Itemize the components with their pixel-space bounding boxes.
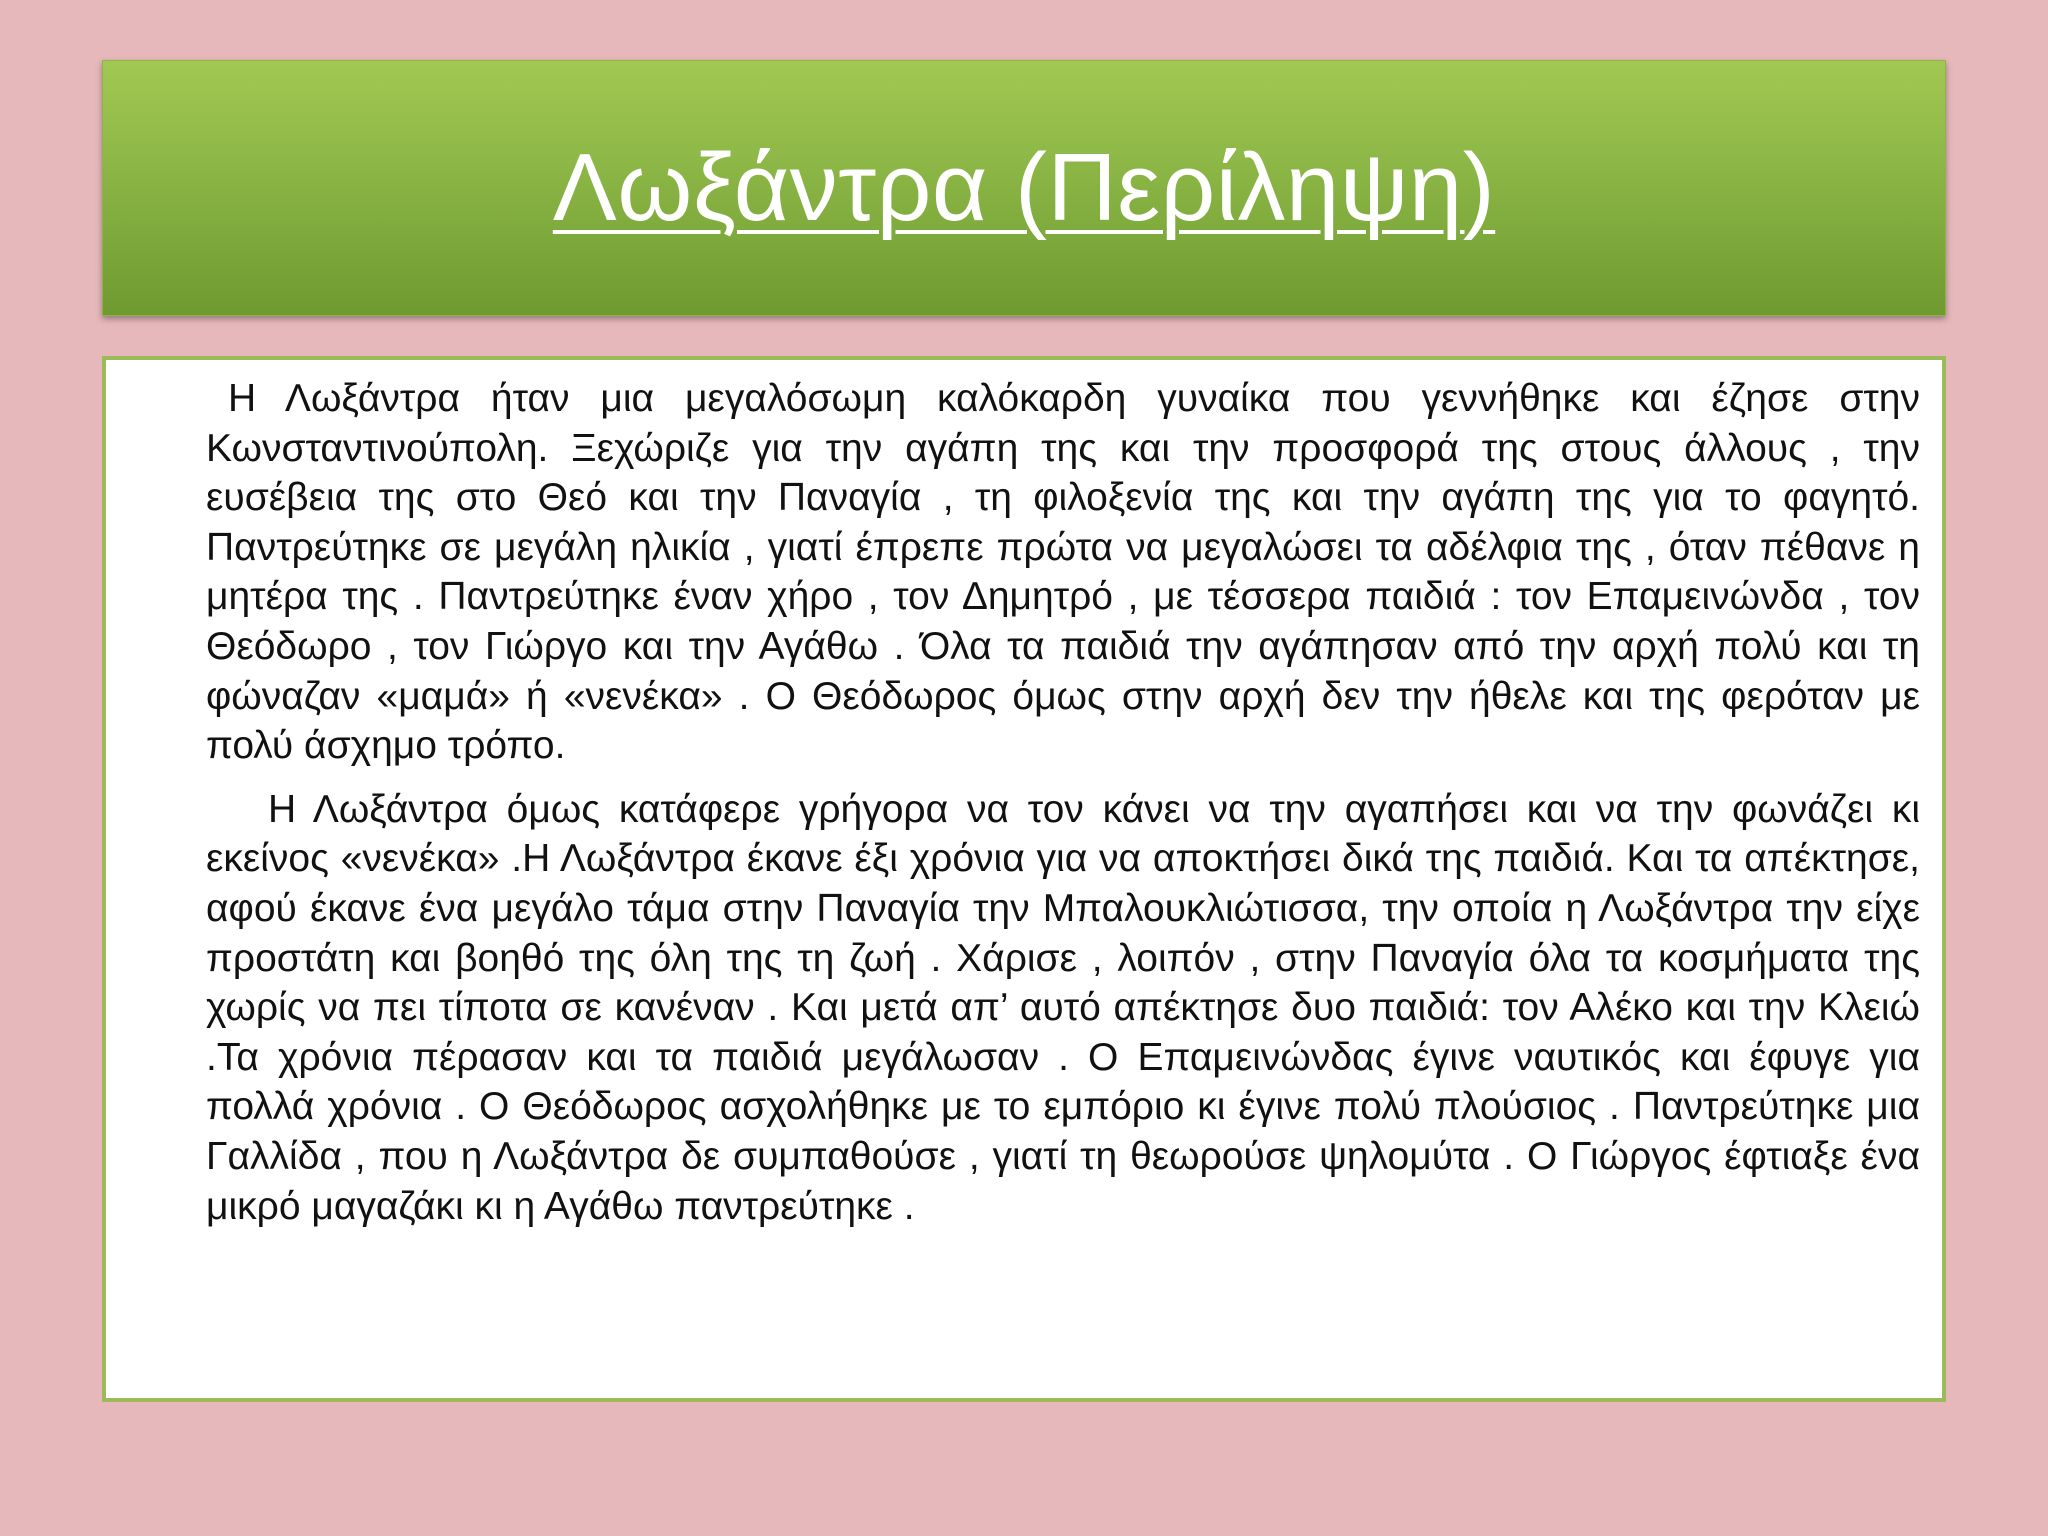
title-banner <box>102 60 1946 316</box>
summary-text-box <box>102 356 1946 1402</box>
slide-title: Λωξάντρα (Περίληψη) <box>552 134 1496 241</box>
summary-paragraph-2: Η Λωξάντρα όμως κατάφερε γρήγορα να τον κάνει να την αγαπήσει και να την φωνάζει κι εκείνος «νενέκα» .Η Λωξάντρα έκανε έξι χρόνια για να αποκτήσει δικά της παιδιά. Και τα απέκτησε, αφού έκανε ένα μεγάλο τάμα στην Παναγία την Μπαλουκλιώτισσα, την οποία η Λωξάντρα την είχε προστάτη και βοηθό της όλη της τη ζωή . Χάρισε , λοιπόν , στην Παναγία όλα τα κοσμήματα της χωρίς να πει τίποτα σε κανέναν . Και μετά απ’ αυτό απέκτησε δυο παιδιά: τον Αλέκο και την Κλειώ .Τα χρόνια πέρασαν και τα παιδιά μεγάλωσαν . Ο Επαμεινώνδας έγινε ναυτικός και έφυγε για πολλά χρόνια . Ο Θεόδωρος ασχολήθηκε με το εμπόριο κι έγινε πολύ πλούσιος . Παντρεύτηκε μια Γαλλίδα , που η Λωξάντρα δε συμπαθούσε , γιατί τη θεωρούσε ψηλομύτα . Ο Γιώργος έφτιαξε ένα μικρό μαγαζάκι κι η Αγάθω παντρεύτηκε . <box>206 787 1920 1228</box>
summary-paragraph-1: Η Λωξάντρα ήταν μια μεγαλόσωμη καλόκαρδη γυναίκα που γεννήθηκε και έζησε στην Κωνσταντινούπολη. Ξεχώριζε για την αγάπη της και την προσφορά της στους άλλους , την ευσέβεια της στο Θεό και την Παναγία , τη φιλοξενία της και την αγάπη της για το φαγητό. Παντρεύτηκε σε μεγάλη ηλικία , γιατί έπρεπε πρώτα να μεγαλώσει τα αδέλφια της , όταν πέθανε η μητέρα της . Παντρεύτηκε έναν χήρο , τον Δημητρό , με τέσσερα παιδιά : τον Επαμεινώνδα , τον Θεόδωρο , τον Γιώργο και την Αγάθω . Όλα τα παιδιά την αγάπησαν από την αρχή πολύ και τη φώναζαν «μαμά» ή «νενέκα» . Ο Θεόδωρος όμως στην αρχή δεν την ήθελε και της φερόταν με πολύ άσχημο τρόπο. <box>206 377 1920 768</box>
